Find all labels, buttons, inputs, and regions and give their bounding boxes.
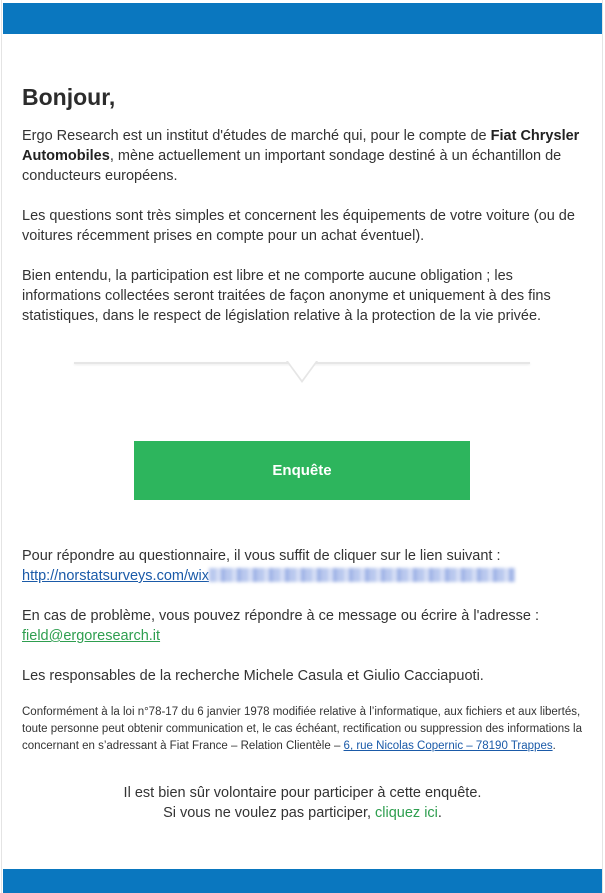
closing-line-2 — [0, 803, 605, 823]
header-bar — [3, 3, 602, 34]
contact-text: En cas de problème, vous pouvez répondre à ce message ou écrire à l'adresse : — [22, 608, 540, 624]
intro-text-end: , mène actuellement un important sondage destiné à un échantillon de conducteurs européens. — [22, 148, 562, 184]
legal-notice — [22, 704, 582, 755]
greeting-heading: Bonjour, — [22, 84, 116, 110]
survey-link[interactable]: http://norstatsurveys.com/wix — [22, 568, 209, 584]
optout-text-end: . — [437, 805, 442, 821]
signature-paragraph: Les responsables de la recherche Michele Casula et Giulio Cacciapuoti. — [22, 668, 484, 684]
closing-note — [0, 783, 605, 823]
optout-link[interactable]: cliquez ici — [375, 805, 438, 821]
email-intro — [22, 84, 582, 346]
survey-button[interactable]: Enquête — [134, 441, 470, 500]
section-divider — [74, 362, 530, 388]
contact-paragraph — [22, 606, 582, 646]
questions-paragraph: Les questions sont très simples et concernent les équipements de votre voiture (ou de voitures récemment prises en compte pour un achat éventuel). — [22, 208, 575, 244]
contact-email-link[interactable]: field@ergoresearch.it — [22, 628, 161, 644]
link-instruction: Pour répondre au questionnaire, il vous suffit de cliquer sur le lien suivant : — [22, 548, 501, 564]
closing-line-1: Il est bien sûr volontaire pour participer à cette enquête. — [123, 785, 482, 801]
client-name: Fiat Chrysler Automobiles — [22, 128, 580, 164]
legal-text-end: . — [552, 740, 556, 752]
link-paragraph — [22, 546, 582, 586]
divider-notch-fill — [288, 361, 316, 380]
intro-text-start: Ergo Research est un institut d'études de marché qui, pour le compte de — [22, 128, 491, 144]
footer-bar — [3, 869, 602, 893]
privacy-paragraph: Bien entendu, la participation est libre et ne comporte aucune obligation ; les informations collectées seront traitées de façon anonyme et uniquement à des fins statistiques, dans le respect de législation relative à la protection de la vie privée. — [22, 268, 551, 324]
email-details — [22, 546, 582, 706]
redacted-link-blur — [209, 568, 515, 582]
intro-paragraph — [22, 126, 582, 186]
legal-text: Conformément à la loi n°78-17 du 6 janvier 1978 modifiée relative à l’informatique, aux fichiers et aux libertés, toute personne peut obtenir communication et, le cas échéant, rectification ou suppression des informations la concernant en s’adressant à Fiat France – Relation Clientèle – — [22, 706, 582, 752]
legal-address-link[interactable]: 6, rue Nicolas Copernic – 78190 Trappes — [343, 740, 553, 752]
optout-text: Si vous ne voulez pas participer, — [163, 805, 376, 821]
